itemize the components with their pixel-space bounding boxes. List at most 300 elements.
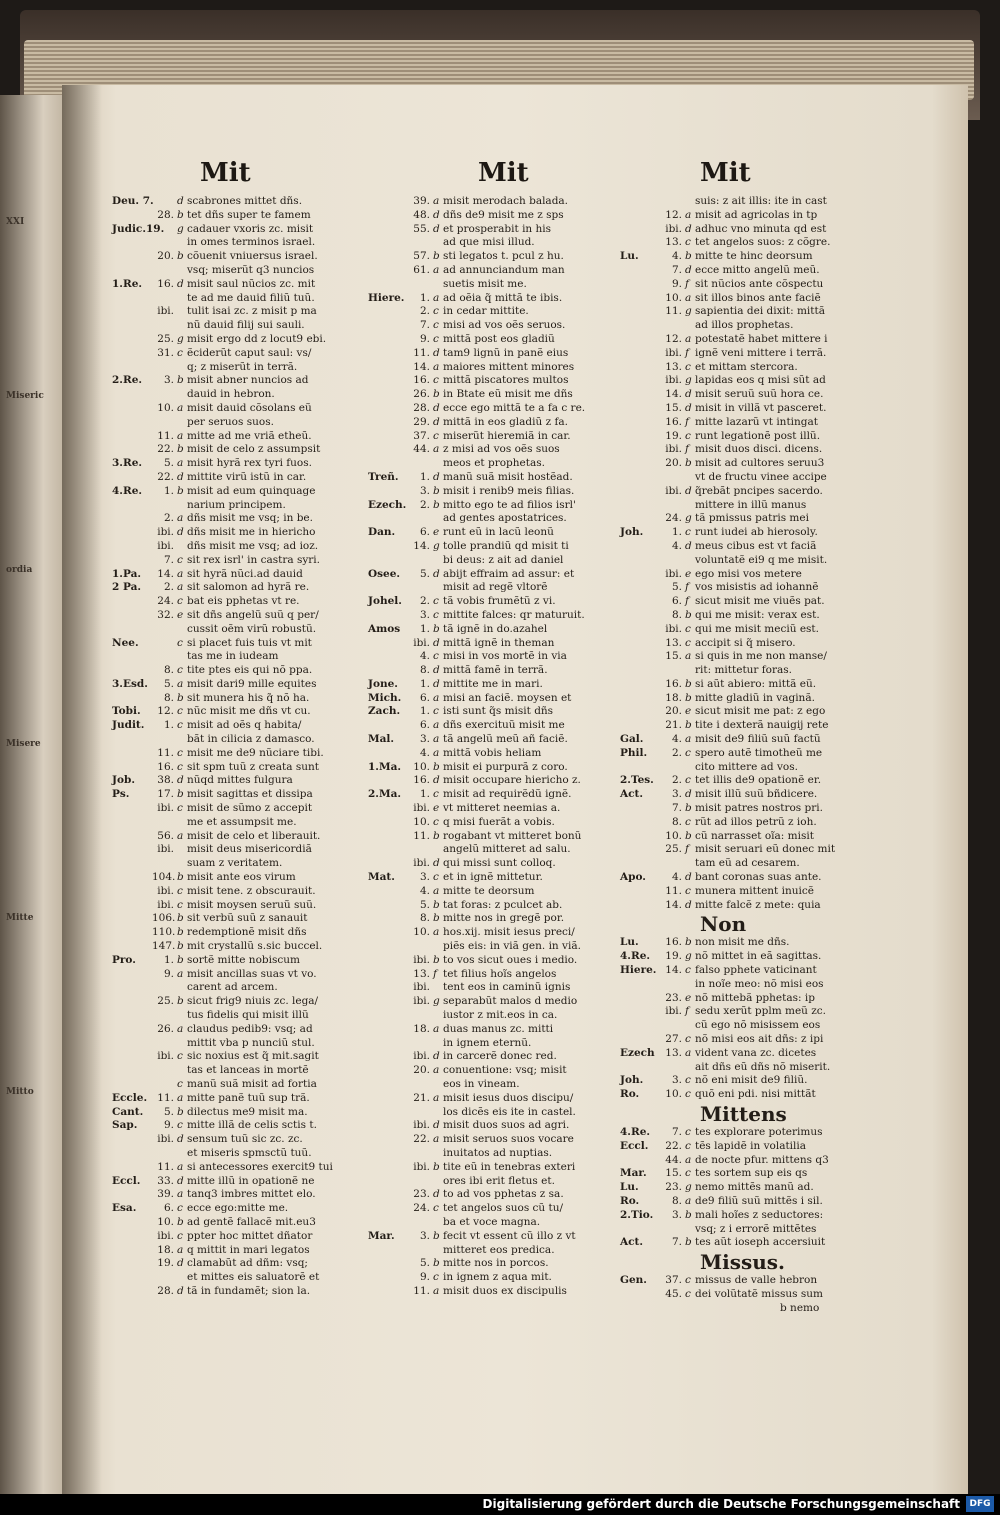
chapter-number: [660, 978, 685, 992]
index-entry: [620, 802, 870, 816]
section-letter: c: [433, 871, 439, 884]
chapter-number: 16.: [665, 677, 682, 690]
chapter-number: [152, 264, 177, 278]
book-reference: [620, 430, 660, 444]
index-entry: [368, 871, 618, 885]
index-entry: [368, 278, 618, 292]
index-entry: [112, 926, 362, 940]
entry-text: de9 filiũ suũ mittẽs i sil.: [695, 1194, 823, 1207]
index-entry: [112, 1257, 362, 1271]
index-entry: [620, 1126, 870, 1140]
index-entry: [620, 250, 870, 264]
section-letter: [433, 1244, 443, 1258]
section-letter: c: [685, 1167, 691, 1180]
section-letter: d: [685, 788, 692, 801]
book-reference: [368, 250, 408, 264]
chapter-number: 10.: [665, 291, 682, 304]
section-letter: c: [685, 1287, 691, 1300]
entry-text: misit ergo dd z locut9 ebi.: [187, 332, 327, 345]
book-reference: [368, 195, 408, 209]
entry-text: nõ mittebã pphetas: ip: [695, 991, 815, 1004]
entry-text: qui missi sunt colloq.: [443, 857, 556, 870]
chapter-number: 2.: [163, 512, 174, 525]
section-letter: [177, 1271, 187, 1285]
entry-text: dilectus me9 misit ma.: [187, 1105, 308, 1118]
index-entry: [620, 609, 870, 623]
entry-text: per seruos suos.: [187, 415, 274, 428]
chapter-number: 11.: [665, 884, 682, 897]
index-entry: [368, 402, 618, 416]
chapter-number: 16.: [413, 774, 430, 787]
index-entry: [112, 374, 362, 388]
section-letter: [177, 361, 187, 375]
chapter-number: ibi.: [157, 843, 174, 856]
chapter-number: ibi.: [413, 857, 430, 870]
book-reference: [112, 1188, 152, 1202]
entry-text: mitte lazarũ vt intingat: [695, 415, 818, 428]
section-letter: a: [685, 650, 692, 663]
index-entry: [368, 968, 618, 982]
chapter-number: 11.: [413, 829, 430, 842]
entry-text: q; z miserũt in terrã.: [187, 360, 298, 373]
chapter-number: 7.: [671, 802, 682, 815]
book-reference: [620, 540, 660, 554]
section-letter: a: [685, 208, 692, 221]
chapter-number: 17.: [157, 788, 174, 801]
section-letter: c: [433, 650, 439, 663]
chapter-number: [660, 761, 685, 775]
index-entry: [620, 1288, 870, 1302]
chapter-number: 13.: [665, 636, 682, 649]
index-entry: [112, 885, 362, 899]
entry-text: munera mittent inuicẽ: [695, 884, 814, 897]
entry-text: tulit isai zc. z misit p ma: [187, 305, 317, 318]
book-reference: [620, 1061, 660, 1075]
book-reference: [368, 802, 408, 816]
section-letter: c: [685, 1088, 691, 1101]
chapter-number: 55.: [413, 222, 430, 235]
section-letter: [177, 264, 187, 278]
entry-text: si antecessores exercit9 tui: [187, 1160, 333, 1173]
chapter-number: 5.: [419, 1257, 430, 1270]
book-reference: [112, 1271, 152, 1285]
section-letter: c: [177, 636, 183, 649]
index-entry: [620, 664, 870, 678]
section-letter: [685, 499, 695, 513]
index-entry: [368, 1188, 618, 1202]
index-entry: [368, 705, 618, 719]
index-entry: [620, 705, 870, 719]
index-entry: [368, 374, 618, 388]
section-letter: b: [433, 1160, 440, 1173]
section-letter: [177, 1147, 187, 1161]
chapter-number: 7.: [671, 1236, 682, 1249]
entry-text: maiores mittent minores: [443, 360, 575, 373]
section-letter: [177, 540, 187, 554]
chapter-number: [408, 457, 433, 471]
section-letter: b: [177, 788, 184, 801]
chapter-number: 15.: [665, 401, 682, 414]
section-letter: [433, 278, 443, 292]
book-reference: [368, 637, 408, 651]
entry-text: cadauer vxoris zc. misit: [187, 222, 314, 235]
section-letter: a: [177, 512, 184, 525]
entry-text: misit i renib9 meis filias.: [443, 484, 575, 497]
index-entry: [368, 830, 618, 844]
entry-text: falso pphete vaticinant: [695, 964, 817, 977]
section-letter: e: [685, 705, 692, 718]
section-letter: g: [433, 539, 440, 552]
chapter-number: ibi.: [413, 802, 430, 815]
book-reference: [620, 333, 660, 347]
entry-text: sit nũcios ante cõspectu: [695, 277, 824, 290]
chapter-number: [152, 292, 177, 306]
chapter-number: 14.: [665, 964, 682, 977]
section-letter: a: [177, 567, 184, 580]
section-letter: d: [433, 677, 440, 690]
section-letter: c: [433, 332, 439, 345]
entry-text: mali hoĩes z seductores:: [695, 1208, 824, 1221]
entry-text: conuentione: vsq; misit: [443, 1064, 567, 1077]
section-letter: b: [685, 691, 692, 704]
chapter-number: 5.: [163, 1105, 174, 1118]
section-letter: d: [433, 774, 440, 787]
entry-text: sicut frig9 niuis zc. lega/: [187, 995, 319, 1008]
index-entry: [368, 816, 618, 830]
book-reference: Gen.: [620, 1274, 647, 1287]
chapter-number: 8.: [671, 815, 682, 828]
section-letter: [433, 581, 443, 595]
book-reference: [112, 264, 152, 278]
chapter-number: 3.: [419, 608, 430, 621]
entry-text: inuitatos ad nuptias.: [443, 1146, 553, 1159]
section-letter: d: [177, 774, 184, 787]
chapter-number: [152, 499, 177, 513]
index-entry: [112, 623, 362, 637]
section-letter: a: [433, 884, 440, 897]
index-entry: [620, 209, 870, 223]
book-reference: Joh.: [620, 526, 644, 539]
index-entry: [112, 388, 362, 402]
section-letter: g: [685, 374, 692, 387]
index-entry: [368, 581, 618, 595]
index-entry: [368, 485, 618, 499]
entry-text: tes sortem sup eis qs: [695, 1167, 808, 1180]
entry-text: tam9 lignũ in panẽ eius: [443, 346, 569, 359]
book-reference: Eccle.: [112, 1091, 148, 1104]
chapter-number: ibi.: [157, 1050, 174, 1063]
index-entry: [112, 637, 362, 651]
entry-text: tet angelos suos: z cõgre.: [695, 236, 831, 249]
book-reference: [368, 1188, 408, 1202]
entry-text: runt legationẽ post illũ.: [695, 429, 821, 442]
index-entry: [112, 816, 362, 830]
book-reference: [368, 347, 408, 361]
index-entry: [368, 292, 618, 306]
entry-text: nũ dauid filij sui sauli.: [187, 319, 305, 332]
index-entry: [112, 333, 362, 347]
chapter-number: [152, 388, 177, 402]
index-entry: [112, 664, 362, 678]
book-reference: [620, 857, 660, 871]
section-letter: [177, 650, 187, 664]
chapter-number: 6.: [419, 526, 430, 539]
index-entry: [368, 733, 618, 747]
chapter-number: 28.: [413, 401, 430, 414]
index-entry: [112, 485, 362, 499]
entry-text: misit hyrã rex tyri fuos.: [187, 457, 312, 470]
index-entry: [620, 843, 870, 857]
chapter-number: [152, 857, 177, 871]
entry-text: mitte panẽ tuũ sup trã.: [187, 1091, 310, 1104]
section-letter: g: [685, 512, 692, 525]
index-entry: [368, 319, 618, 333]
section-letter: c: [685, 884, 691, 897]
index-entry: [620, 292, 870, 306]
book-reference: [112, 968, 152, 982]
index-entry: [112, 443, 362, 457]
chapter-number: 61.: [413, 263, 430, 276]
book-reference: [620, 292, 660, 306]
book-reference: [368, 857, 408, 871]
book-reference: [368, 540, 408, 554]
section-letter: c: [685, 964, 691, 977]
entry-text: bãt in cilicia z damasco.: [187, 733, 315, 746]
section-letter: a: [177, 1188, 184, 1201]
book-reference: [368, 1271, 408, 1285]
index-entry: [368, 333, 618, 347]
book-reference: [620, 637, 660, 651]
entry-text: separabũt malos d medio: [443, 995, 578, 1008]
book-reference: [620, 1033, 660, 1047]
entry-text: suis: z ait illis: ite in cast: [695, 195, 827, 207]
section-letter: c: [433, 429, 439, 442]
chapter-number: 19.: [665, 950, 682, 963]
book-reference: [112, 361, 152, 375]
section-letter: a: [433, 746, 440, 759]
chapter-number: 11.: [157, 1160, 174, 1173]
chapter-number: 4.: [671, 733, 682, 746]
index-entry: [368, 1037, 618, 1051]
index-entry: [368, 388, 618, 402]
chapter-number: ibi.: [157, 526, 174, 539]
book-reference: [620, 802, 660, 816]
index-entry: [368, 1230, 618, 1244]
book-reference: [620, 692, 660, 706]
book-reference: [112, 885, 152, 899]
chapter-number: ibi.: [157, 539, 174, 552]
index-entry: [112, 705, 362, 719]
section-letter: c: [433, 705, 439, 718]
chapter-number: 31.: [157, 346, 174, 359]
book-reference: [112, 940, 152, 954]
entry-text: sit dñs angelũ suũ q per/: [187, 608, 319, 621]
entry-text: tam eũ ad cesarem.: [695, 857, 800, 870]
index-entry: [112, 719, 362, 733]
book-reference: [620, 457, 660, 471]
book-reference: [620, 305, 660, 319]
section-letter: c: [433, 608, 439, 621]
book-reference: [368, 816, 408, 830]
book-reference: 2 Pa.: [112, 581, 142, 594]
entry-text: cũ narrasset oĩa: misit: [695, 829, 814, 842]
section-letter: [177, 305, 187, 319]
book-reference: [368, 747, 408, 761]
book-reference: [620, 264, 660, 278]
section-letter: a: [177, 1160, 184, 1173]
entry-text: misit dari9 mille equites: [187, 677, 317, 690]
entry-text: dei volũtatẽ missus sum: [695, 1287, 823, 1300]
chapter-number: ibi.: [157, 1133, 174, 1146]
index-entry: [112, 788, 362, 802]
chapter-number: 28.: [157, 208, 174, 221]
book-reference: Sap.: [112, 1119, 138, 1132]
section-letter: [433, 1078, 443, 1092]
entry-text: scabrones mittet dñs.: [187, 195, 303, 207]
entry-text: et prosperabit in his: [443, 222, 552, 235]
chapter-number: [660, 499, 685, 513]
book-reference: [368, 374, 408, 388]
left-page-fragment-text: Miseric: [6, 391, 44, 401]
entry-text: miserũt hieremiã in car.: [443, 429, 571, 442]
index-entry: [112, 912, 362, 926]
chapter-number: ibi.: [665, 1005, 682, 1018]
chapter-number: 110.: [152, 926, 176, 939]
book-reference: [112, 609, 152, 623]
entry-text: si placet fuis tuis vt mit: [187, 636, 312, 649]
section-letter: a: [433, 195, 440, 207]
index-entry: [368, 609, 618, 623]
chapter-number: 8.: [671, 608, 682, 621]
section-letter: b: [685, 829, 692, 842]
chapter-number: [152, 1271, 177, 1285]
book-reference: Ps.: [112, 788, 130, 801]
entry-text: de nocte pfur. mittens q3: [695, 1153, 829, 1166]
index-entry: [112, 692, 362, 706]
index-entry: [620, 830, 870, 844]
section-letter: b: [685, 719, 692, 732]
entry-text: misit sagittas et dissipa: [187, 788, 313, 801]
entry-text: tas et lanceas in mortẽ: [187, 1064, 309, 1077]
section-letter: a: [433, 1064, 440, 1077]
chapter-number: 24.: [665, 512, 682, 525]
index-entry: [368, 1009, 618, 1023]
entry-text: ego misi vos metere: [695, 567, 802, 580]
book-reference: [620, 705, 660, 719]
index-entry: [620, 471, 870, 485]
book-reference: [368, 1175, 408, 1189]
catchword: b nemo: [780, 1301, 820, 1314]
index-entry: [368, 1147, 618, 1161]
entry-text: tolle prandiũ qd misit ti: [443, 539, 569, 552]
section-letter: b: [685, 457, 692, 470]
entry-text: nũc misit me dñs vt cu.: [187, 705, 311, 718]
book-reference: [112, 1078, 152, 1092]
book-reference: [368, 885, 408, 899]
entry-text: et mittes eis saluatorẽ et: [187, 1271, 320, 1284]
section-letter: a: [433, 291, 440, 304]
book-reference: Treñ.: [368, 470, 399, 483]
entry-text: sensum tuũ sic zc. zc.: [187, 1133, 303, 1146]
section-letter: c: [685, 1139, 691, 1152]
book-reference: [368, 512, 408, 526]
section-letter: [685, 195, 695, 209]
index-entry: [112, 1078, 362, 1092]
section-letter: c: [685, 746, 691, 759]
chapter-number: 6.: [163, 1202, 174, 1215]
index-entry: [368, 512, 618, 526]
chapter-number: 21.: [665, 719, 682, 732]
entry-text: q̃rebãt pncipes sacerdo.: [695, 484, 823, 497]
index-entry: [112, 1230, 362, 1244]
entry-text: runt eũ in lacũ leonũ: [443, 526, 554, 539]
chapter-number: ibi.: [413, 995, 430, 1008]
index-entry: [620, 992, 870, 1006]
book-reference: [368, 1092, 408, 1106]
chapter-number: 6.: [419, 691, 430, 704]
left-page-fragment-text: Misere: [6, 739, 41, 749]
section-letter: [177, 843, 187, 857]
entry-text: runt iudei ab hierosoly.: [695, 526, 818, 539]
entry-text: sedu xerũt pplm meũ zc.: [695, 1005, 827, 1018]
section-letter: b: [685, 677, 692, 690]
index-entry: [620, 1274, 870, 1288]
chapter-number: ibi.: [157, 898, 174, 911]
section-letter: c: [685, 360, 691, 373]
chapter-number: [660, 471, 685, 485]
index-entry: [620, 978, 870, 992]
chapter-number: ibi.: [665, 374, 682, 387]
book-reference: Eccl.: [620, 1139, 649, 1152]
chapter-number: 5.: [163, 677, 174, 690]
section-letter: [433, 1037, 443, 1051]
book-reference: [112, 430, 152, 444]
entry-text: nõ eni misit de9 filiũ.: [695, 1074, 808, 1087]
chapter-number: 1.: [419, 705, 430, 718]
section-letter: b: [177, 940, 184, 953]
section-letter: [433, 554, 443, 568]
book-reference: [112, 250, 152, 264]
chapter-number: 2.: [419, 305, 430, 318]
section-letter: f: [685, 346, 689, 359]
index-entry: [620, 305, 870, 319]
index-entry: [620, 1140, 870, 1154]
section-letter: [177, 733, 187, 747]
book-reference: [112, 305, 152, 319]
chapter-number: [152, 650, 177, 664]
chapter-number: 12.: [157, 705, 174, 718]
section-letter: c: [433, 788, 439, 801]
section-letter: d: [685, 388, 692, 401]
chapter-number: 8.: [163, 664, 174, 677]
section-letter: [433, 1216, 443, 1230]
book-reference: [620, 719, 660, 733]
chapter-number: [152, 623, 177, 637]
book-reference: Ro.: [620, 1088, 640, 1101]
chapter-number: [152, 361, 177, 375]
book-reference: [368, 1133, 408, 1147]
entry-text: potestatẽ habet mittere i: [695, 332, 828, 345]
entry-text: mittã post eos gladiũ: [443, 332, 555, 345]
chapter-number: ibi.: [157, 884, 174, 897]
chapter-number: 16.: [665, 936, 682, 949]
entry-text: quõ eni pdi. nisi mittãt: [695, 1088, 816, 1101]
index-entry: [112, 416, 362, 430]
index-entry: [368, 995, 618, 1009]
entry-text: misit ancillas suas vt vo.: [187, 967, 317, 980]
book-reference: 3.Re.: [112, 457, 143, 470]
book-reference: Tobi.: [112, 705, 141, 718]
